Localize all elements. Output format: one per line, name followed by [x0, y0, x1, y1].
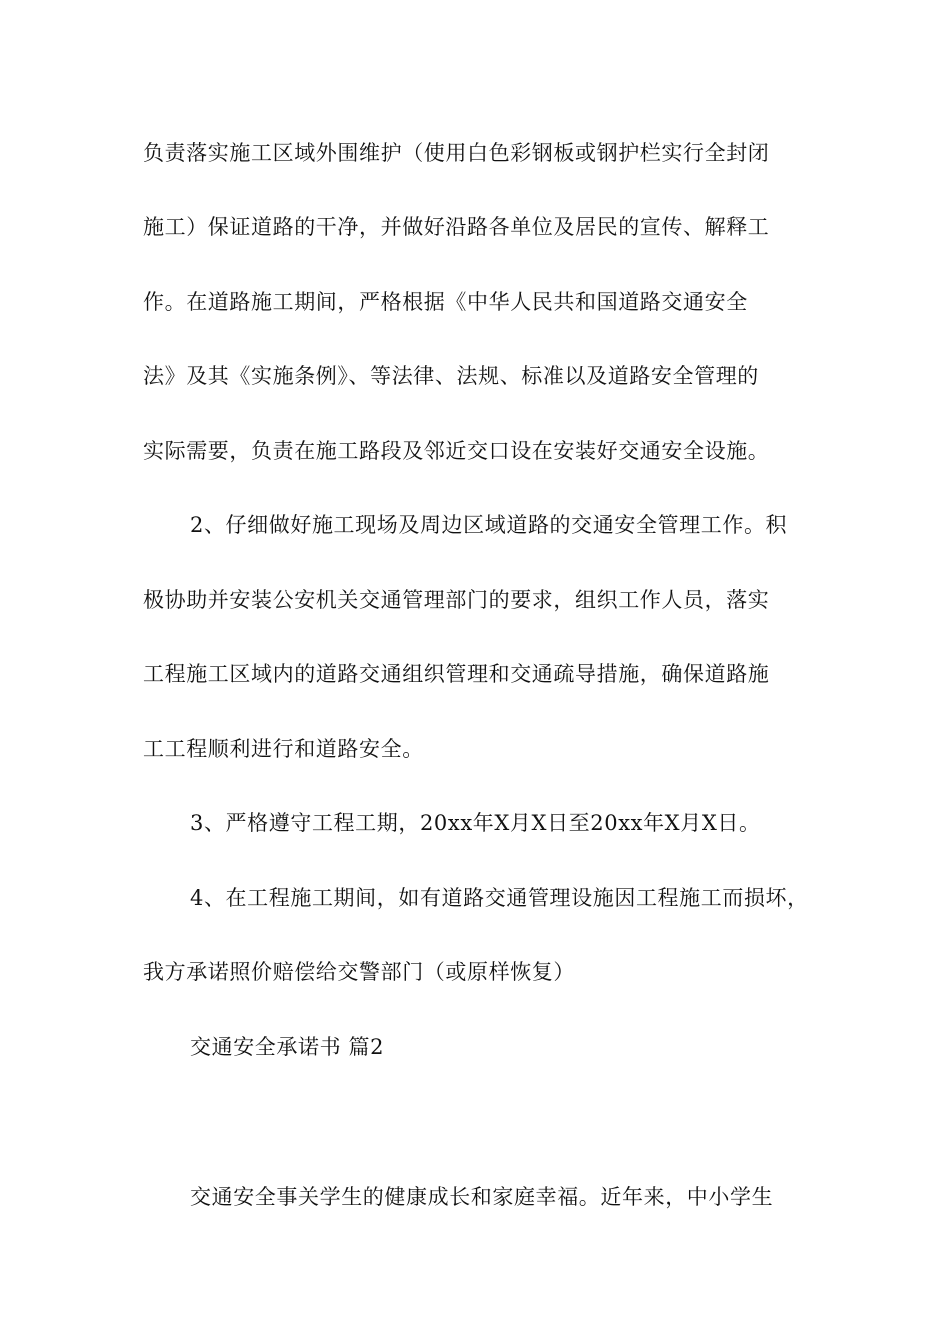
paragraph-2-line-4: 工工程顺利进行和道路安全。	[143, 737, 424, 761]
paragraph-2-line-2: 极协助并安装公安机关交通管理部门的要求，组织工作人员，落实	[143, 588, 770, 612]
paragraph-1-line-4: 法》及其《实施条例》、等法律、法规、标准以及道路安全管理的	[143, 364, 759, 388]
paragraph-2-line-3: 工程施工区域内的道路交通组织管理和交通疏导措施，确保道路施	[143, 662, 770, 686]
paragraph-1-line-1: 负责落实施工区域外围维护（使用白色彩钢板或钢护栏实行全封闭	[143, 141, 770, 165]
paragraph-2-line-1: 2、仔细做好施工现场及周边区域道路的交通安全管理工作。积	[190, 513, 788, 537]
paragraph-1-line-3: 作。在道路施工期间，严格根据《中华人民共和国道路交通安全	[143, 290, 748, 314]
paragraph-1-line-5: 实际需要，负责在施工路段及邻近交口设在安装好交通安全设施。	[143, 439, 770, 463]
paragraph-3-line-1: 3、严格遵守工程工期，20xx年X月X日至20xx年X月X日。	[190, 811, 761, 835]
paragraph-4-line-2: 我方承诺照价赔偿给交警部门（或原样恢复）	[143, 960, 575, 984]
paragraph-5-line-1: 交通安全事关学生的健康成长和家庭幸福。近年来，中小学生	[190, 1185, 774, 1209]
paragraph-4-line-1: 4、在工程施工期间，如有道路交通管理设施因工程施工而损坏，	[190, 886, 809, 910]
section-heading: 交通安全承诺书 篇2	[190, 1035, 385, 1059]
paragraph-1-line-2: 施工）保证道路的干净，并做好沿路各单位及居民的宣传、解释工	[143, 215, 770, 239]
